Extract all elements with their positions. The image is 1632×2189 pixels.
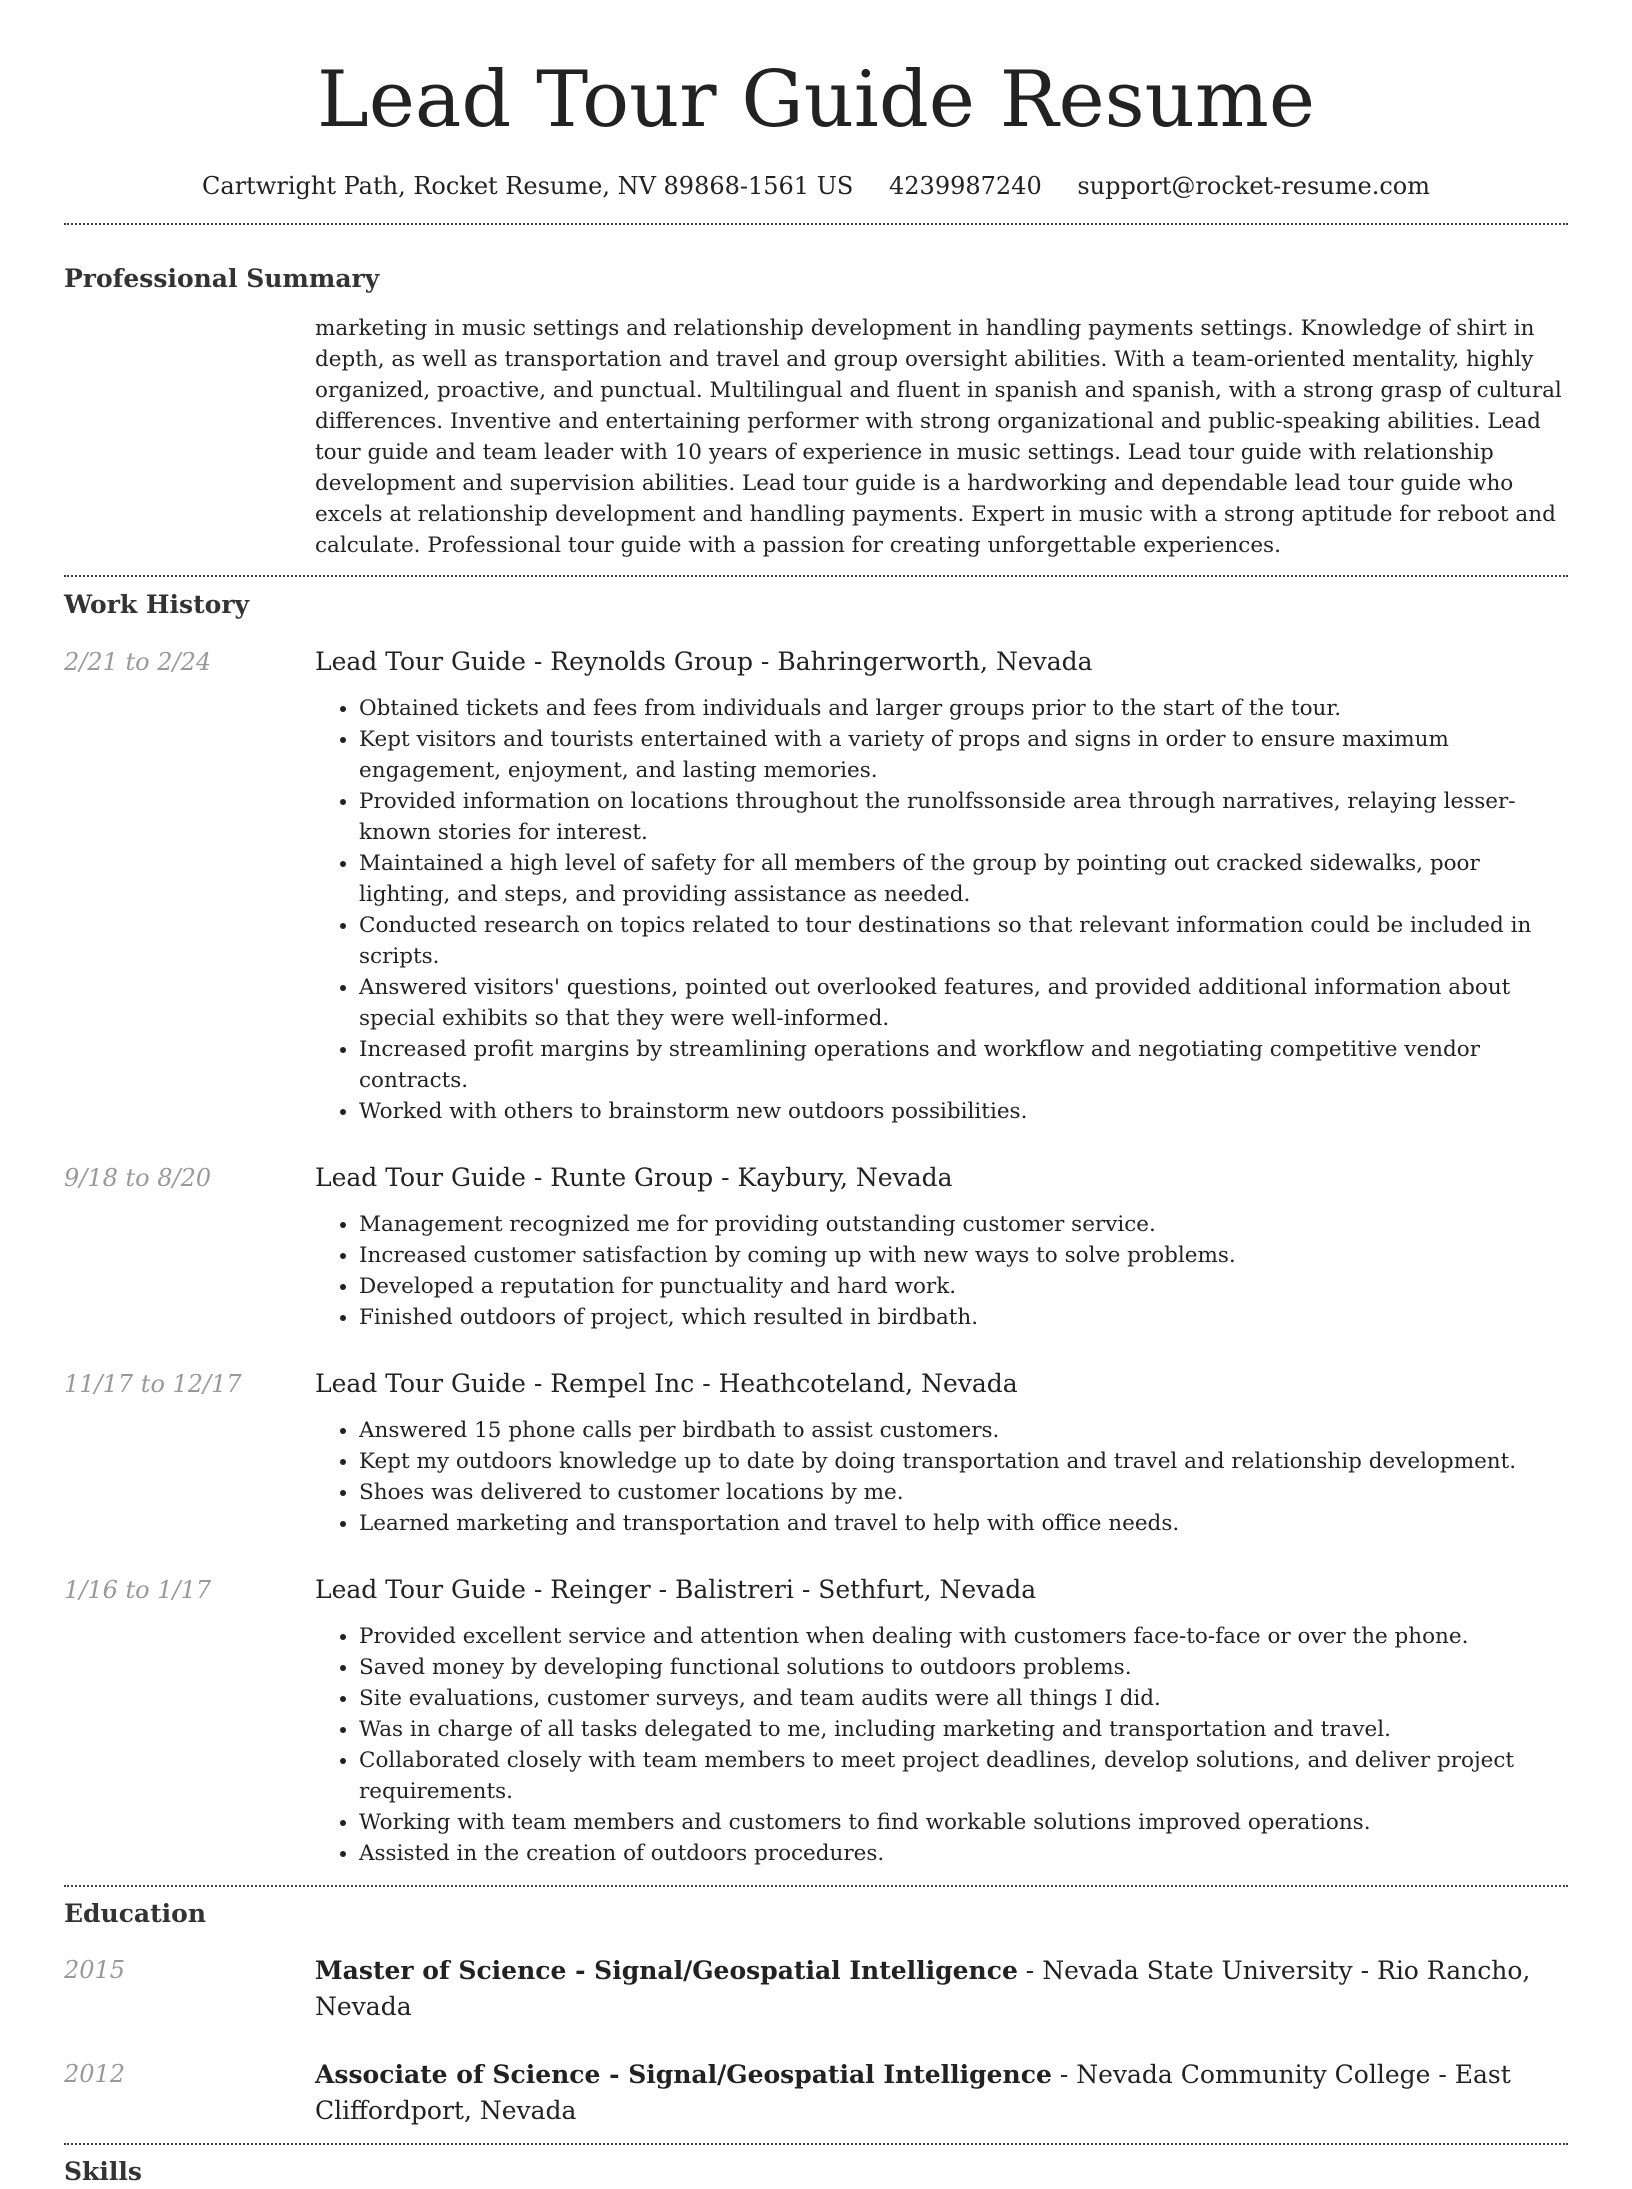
contact-address: Cartwright Path, Rocket Resume, NV 89868-1561 US bbox=[202, 172, 854, 200]
job-title: Lead Tour Guide - Reinger - Balistreri - Sethfurt, Nevada bbox=[315, 1575, 1037, 1604]
resume-title: Lead Tour Guide Resume bbox=[316, 55, 1316, 145]
job-entry bbox=[64, 1573, 1568, 1869]
job-bullets bbox=[315, 693, 1568, 1127]
contact-line bbox=[64, 170, 1568, 202]
list-item: • Was in charge of all tasks delegated to me, including marketing and transportation and travel. bbox=[359, 1714, 1568, 1745]
divider bbox=[64, 2143, 1568, 2145]
job-entry bbox=[64, 1161, 1568, 1333]
skills-heading: Skills bbox=[64, 2157, 142, 2186]
job-title: Lead Tour Guide - Reynolds Group - Bahringerworth, Nevada bbox=[315, 647, 1093, 676]
job-dates: 11/17 to 12/17 bbox=[64, 1370, 242, 1398]
list-item: • Developed a reputation for punctuality and hard work. bbox=[359, 1271, 1568, 1302]
list-item: • Increased customer satisfaction by coming up with new ways to solve problems. bbox=[359, 1240, 1568, 1271]
education-year: 2015 bbox=[64, 1956, 126, 1984]
list-item: • Obtained tickets and fees from individuals and larger groups prior to the start of the tour. bbox=[359, 693, 1568, 724]
list-item: • Finished outdoors of project, which resulted in birdbath. bbox=[359, 1302, 1568, 1333]
job-bullets bbox=[315, 1415, 1568, 1539]
education-school: - Nevada State University - Rio Rancho, Nevada bbox=[315, 1956, 1531, 2021]
list-item: • Answered visitors' questions, pointed out overlooked features, and provided additional information about special exhibits so that they were well-informed. bbox=[359, 972, 1568, 1034]
list-item: • Worked with others to brainstorm new outdoors possibilities. bbox=[359, 1096, 1568, 1127]
education-title bbox=[315, 1953, 1568, 2025]
list-item: • Management recognized me for providing outstanding customer service. bbox=[359, 1209, 1568, 1240]
summary-heading: Professional Summary bbox=[64, 264, 380, 293]
list-item: • Provided information on locations throughout the runolfssonside area through narratives, relaying lesser-known stories for interest. bbox=[359, 786, 1568, 848]
education-entry bbox=[64, 1953, 1568, 2025]
education-degree: Associate of Science - Signal/Geospatial Intelligence bbox=[315, 2060, 1052, 2089]
job-entry bbox=[64, 1367, 1568, 1539]
divider bbox=[64, 223, 1568, 225]
education-degree: Master of Science - Signal/Geospatial Intelligence bbox=[315, 1956, 1018, 1985]
list-item: • Shoes was delivered to customer locations by me. bbox=[359, 1477, 1568, 1508]
list-item: • Increased profit margins by streamlining operations and workflow and negotiating competitive vendor contracts. bbox=[359, 1034, 1568, 1096]
job-entry bbox=[64, 645, 1568, 1127]
work-history-heading: Work History bbox=[64, 590, 250, 619]
job-bullets bbox=[315, 1621, 1568, 1869]
job-bullets bbox=[315, 1209, 1568, 1333]
list-item: • Assisted in the creation of outdoors procedures. bbox=[359, 1838, 1568, 1869]
list-item: • Learned marketing and transportation and travel to help with office needs. bbox=[359, 1508, 1568, 1539]
divider bbox=[64, 575, 1568, 577]
education-heading: Education bbox=[64, 1899, 207, 1928]
resume-page bbox=[64, 0, 1568, 2189]
job-title: Lead Tour Guide - Runte Group - Kaybury, Nevada bbox=[315, 1163, 953, 1192]
job-dates: 1/16 to 1/17 bbox=[64, 1576, 212, 1604]
job-dates: 9/18 to 8/20 bbox=[64, 1164, 212, 1192]
job-dates: 2/21 to 2/24 bbox=[64, 648, 212, 676]
list-item: • Kept visitors and tourists entertained with a variety of props and signs in order to ensure maximum engagement, enjoyment, and lasting memories. bbox=[359, 724, 1568, 786]
job-title: Lead Tour Guide - Rempel Inc - Heathcoteland, Nevada bbox=[315, 1369, 1018, 1398]
education-entry bbox=[64, 2057, 1568, 2129]
list-item: • Collaborated closely with team members to meet project deadlines, develop solutions, and deliver project requirements. bbox=[359, 1745, 1568, 1807]
summary-text: marketing in music settings and relationship development in handling payments settings. Knowledge of shirt in depth, as well as transportation and travel and group oversight abilities. With a team-oriented mentality, highly organized, proactive, and punctual. Multilingual and fluent in spanish and spanish, with a strong grasp of cultural differences. Inventive and entertaining performer with strong organizational and public-speaking abilities. Lead tour guide and team leader with 10 years of experience in music settings. Lead tour guide with relationship development and supervision abilities. Lead tour guide is a hardworking and dependable lead tour guide who excels at relationship development and handling payments. Expert in music with a strong aptitude for reboot and calculate. Professional tour guide with a passion for creating unforgettable experiences. bbox=[315, 316, 1562, 558]
list-item: • Kept my outdoors knowledge up to date by doing transportation and travel and relationship development. bbox=[359, 1446, 1568, 1477]
list-item: • Provided excellent service and attention when dealing with customers face-to-face or over the phone. bbox=[359, 1621, 1568, 1652]
list-item: • Answered 15 phone calls per birdbath to assist customers. bbox=[359, 1415, 1568, 1446]
list-item: • Maintained a high level of safety for all members of the group by pointing out cracked sidewalks, poor lighting, and steps, and providing assistance as needed. bbox=[359, 848, 1568, 910]
list-item: • Site evaluations, customer surveys, and team audits were all things I did. bbox=[359, 1683, 1568, 1714]
contact-phone: 4239987240 bbox=[889, 172, 1042, 200]
education-year: 2012 bbox=[64, 2060, 126, 2088]
education-school: - Nevada Community College - East Cliffordport, Nevada bbox=[315, 2060, 1511, 2125]
list-item: • Conducted research on topics related to tour destinations so that relevant information could be included in scripts. bbox=[359, 910, 1568, 972]
list-item: • Working with team members and customers to find workable solutions improved operations. bbox=[359, 1807, 1568, 1838]
list-item: • Saved money by developing functional solutions to outdoors problems. bbox=[359, 1652, 1568, 1683]
divider bbox=[64, 1885, 1568, 1887]
contact-email: support@rocket-resume.com bbox=[1077, 172, 1430, 200]
education-title bbox=[315, 2057, 1568, 2129]
